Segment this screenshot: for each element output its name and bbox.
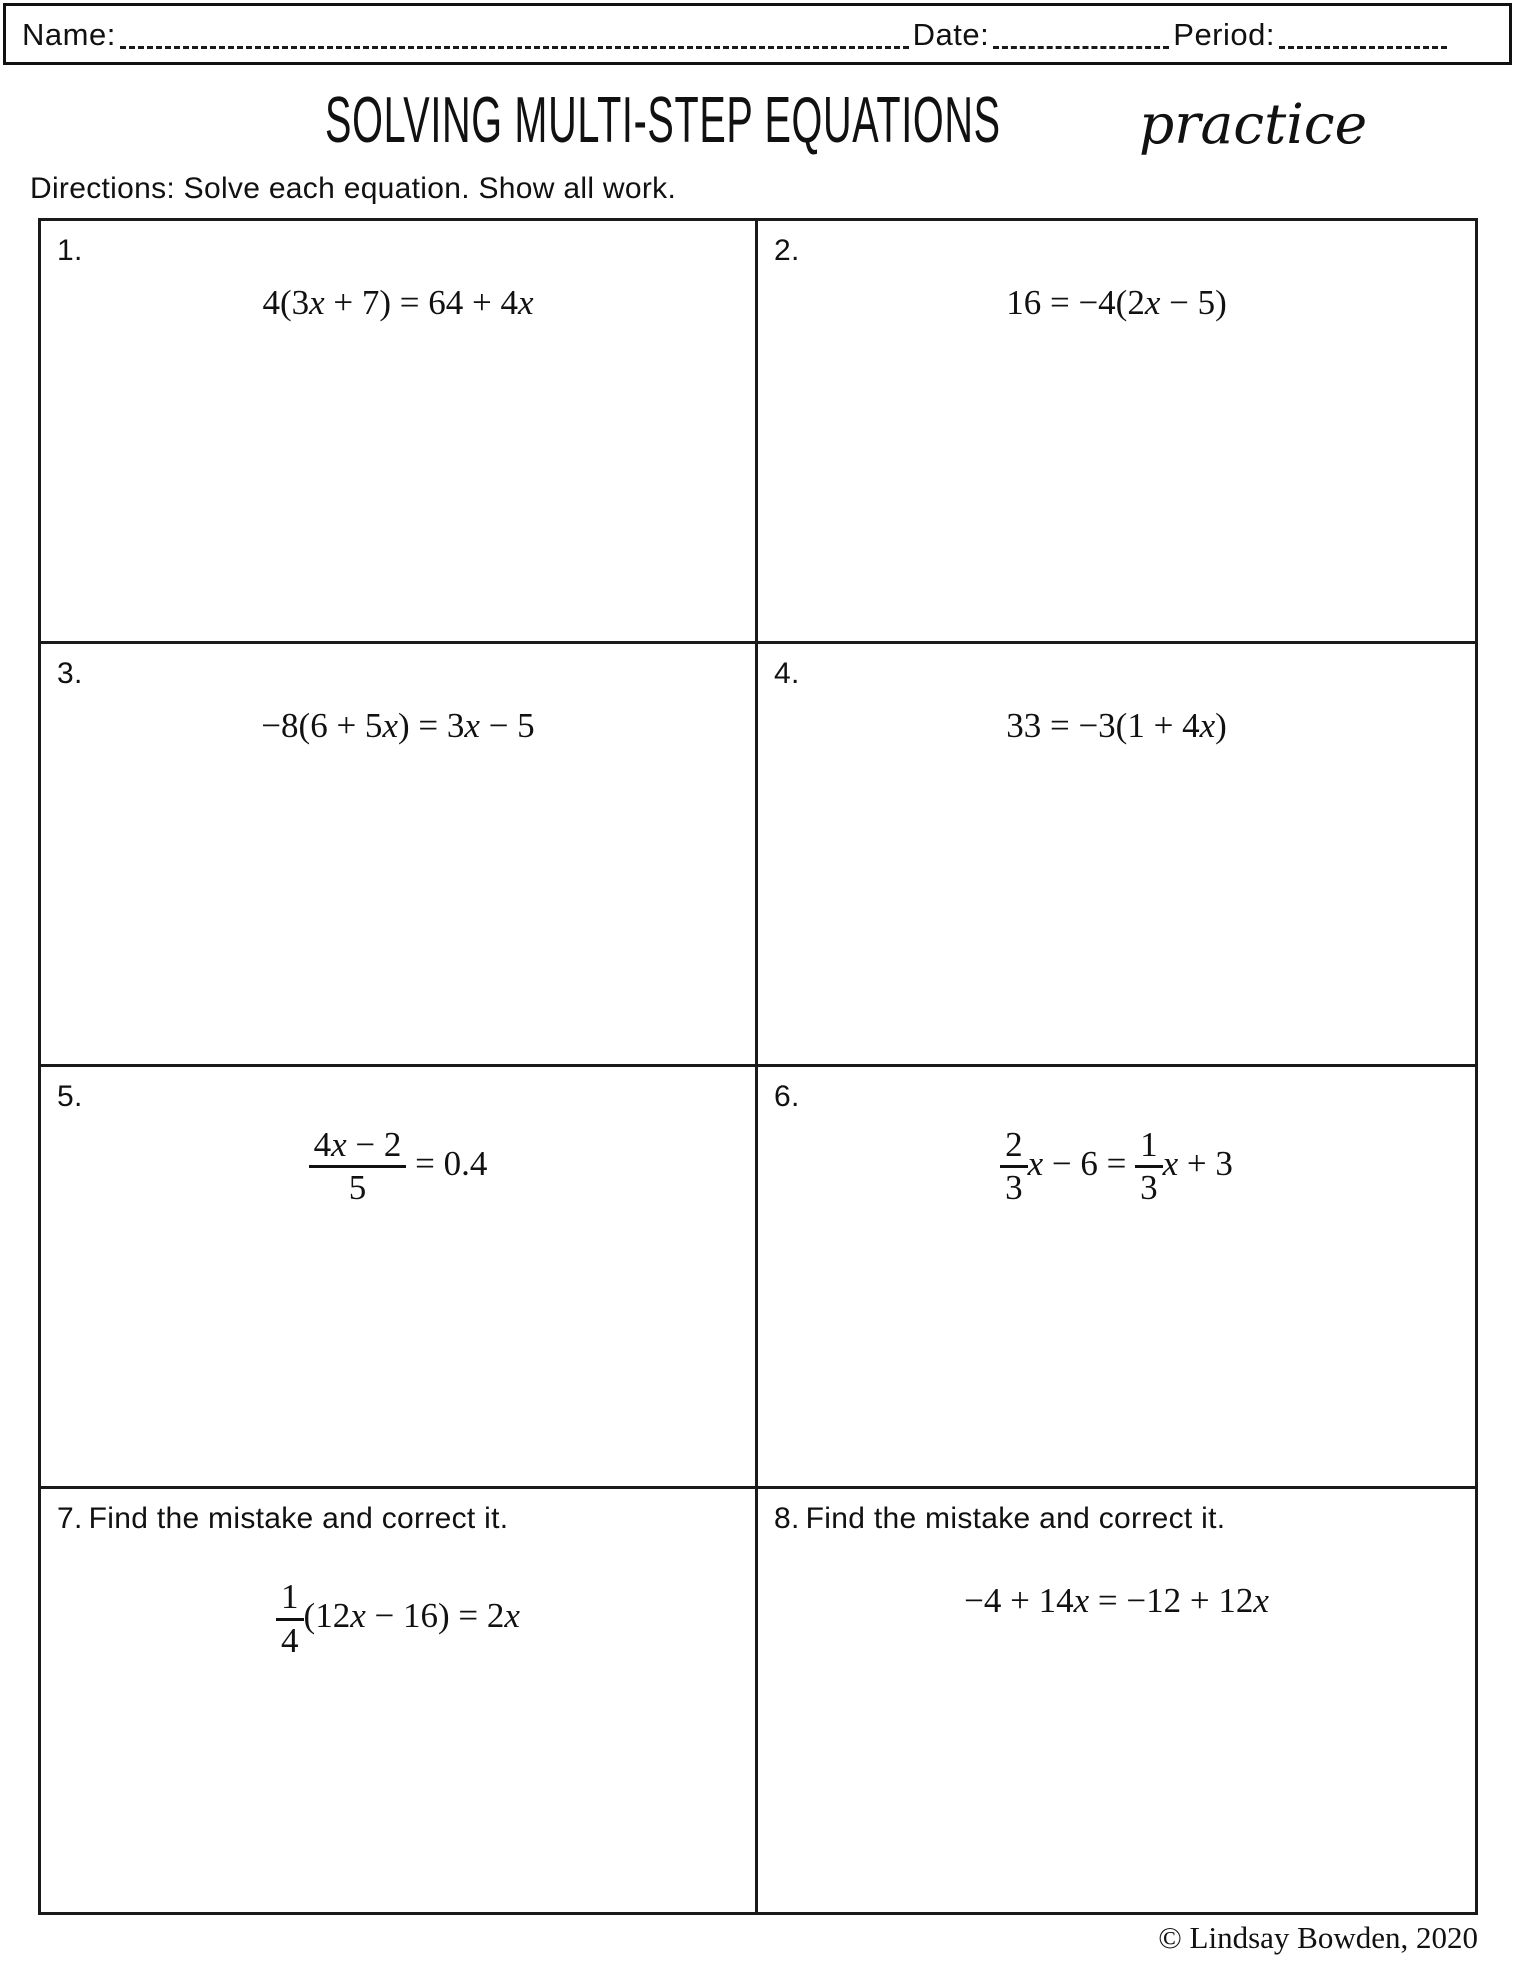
problem-head xyxy=(57,1501,739,1537)
problem-head xyxy=(774,1079,1459,1115)
fraction: $\frac{4x - 2}{5}$ xyxy=(309,1125,407,1209)
worksheet-title: SOLVING MULTI-STEP EQUATIONS xyxy=(324,83,1001,156)
problem-cell-8 xyxy=(758,1489,1475,1912)
problem-number: 5. xyxy=(57,1079,83,1113)
problem-equation: −8(6 + 5x) = 3x − 5 xyxy=(261,705,535,745)
directions-text: Directions: Solve each equation. Show all work. xyxy=(30,172,677,205)
problem-head xyxy=(57,1079,739,1115)
problem-equation: 16 = −4(2x − 5) xyxy=(1006,283,1227,322)
problem-equation: 4(3x + 7) = 64 + 4x xyxy=(262,283,534,322)
fraction: $\frac{2}{3}$ xyxy=(1000,1125,1028,1209)
problem-cell-4 xyxy=(758,644,1475,1067)
problem-number: 4. xyxy=(774,656,800,690)
problem-cell-3 xyxy=(41,644,758,1067)
problem-equation: $\frac{2}{3}$ x − 6 = $\frac{1}{3}$ x + 3 xyxy=(774,1125,1459,1209)
problem-cell-2 xyxy=(758,221,1475,644)
copyright-footer: © Lindsay Bowden, 2020 xyxy=(1158,1920,1478,1955)
problem-head xyxy=(774,656,1459,692)
problem-number: 2. xyxy=(774,234,800,267)
problem-cell-6 xyxy=(758,1067,1475,1490)
problem-prompt: Find the mistake and correct it. xyxy=(805,1502,1226,1536)
problem-head xyxy=(774,1501,1459,1537)
problem-head xyxy=(57,233,739,269)
problems-grid xyxy=(38,218,1478,1915)
problem-head xyxy=(774,233,1459,269)
period-label: Period: xyxy=(1173,17,1275,52)
problem-number: 8. xyxy=(774,1502,800,1536)
title-row xyxy=(0,83,1518,157)
header-box xyxy=(3,3,1512,65)
problem-number: 7. xyxy=(57,1502,83,1536)
problem-number: 1. xyxy=(57,234,83,267)
problem-head xyxy=(57,656,739,692)
problem-number: 6. xyxy=(774,1079,800,1113)
problem-cell-7 xyxy=(41,1489,758,1912)
problem-cell-5 xyxy=(41,1067,758,1490)
fraction: $\frac{1}{3}$ xyxy=(1135,1125,1163,1209)
problem-prompt: Find the mistake and correct it. xyxy=(88,1502,509,1536)
problem-cell-1 xyxy=(41,221,758,644)
date-label: Date: xyxy=(912,17,990,52)
name-label: Name: xyxy=(22,17,116,52)
period-blank-line xyxy=(1279,46,1447,49)
problem-equation: −4 + 14x = −12 + 12x xyxy=(964,1581,1269,1621)
fraction: $\frac{1}{4}$ xyxy=(276,1577,304,1661)
name-blank-line xyxy=(120,46,909,49)
problem-number: 3. xyxy=(57,656,83,690)
problem-equation: 33 = −3(1 + 4x) xyxy=(1006,705,1227,745)
problem-equation: $\frac{1}{4}$ (12x − 16) = 2x xyxy=(57,1577,739,1661)
date-blank-line xyxy=(993,46,1169,49)
worksheet-title-accent: practice xyxy=(1139,92,1368,156)
problem-equation: $\frac{4x - 2}{5}$ = 0.4 xyxy=(57,1125,739,1209)
